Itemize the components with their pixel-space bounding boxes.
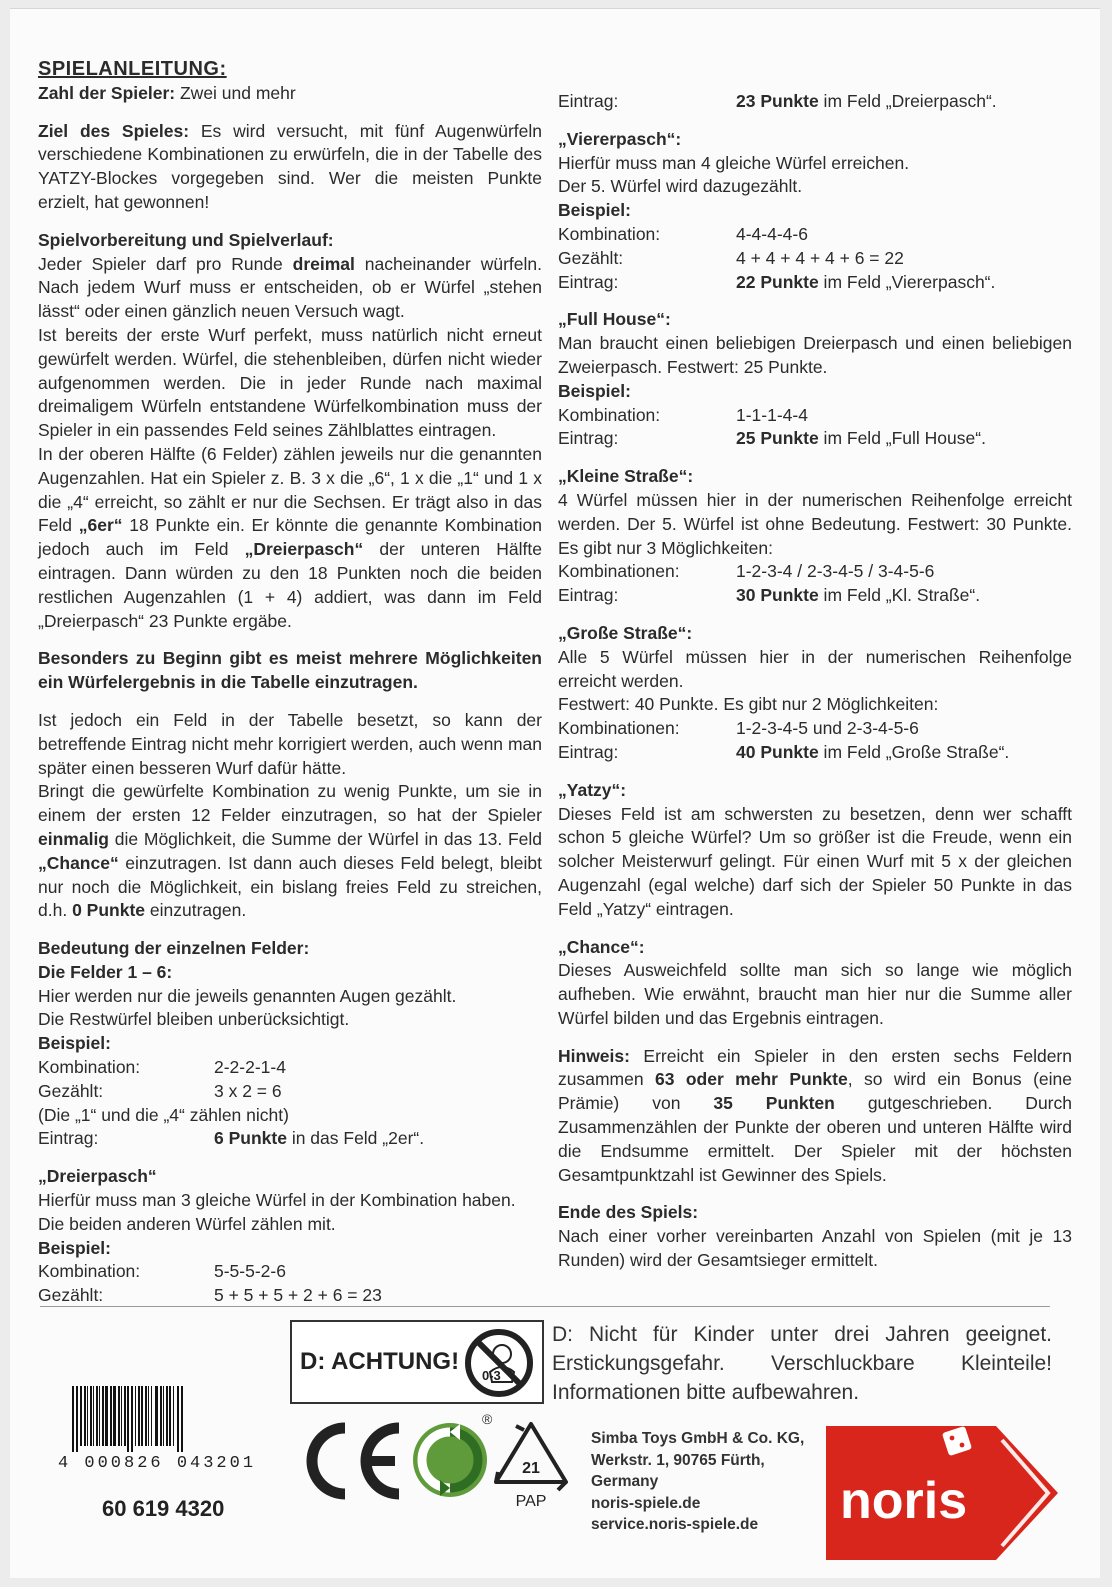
barcode-bar	[169, 1386, 171, 1446]
barcode-bar	[160, 1386, 162, 1446]
warning-line-2: Erstickungsgefahr. Verschluckbare Kleinteile!	[552, 1352, 1052, 1375]
barcode-bar	[96, 1386, 98, 1446]
barcode-bar	[181, 1386, 183, 1452]
barcode-bar	[163, 1386, 164, 1446]
warning-title: D: ACHTUNG!	[300, 1348, 460, 1375]
grosse-strasse-text-1: Alle 5 Würfel müssen hier in der numerischen Reihenfolge erreicht werden.	[558, 646, 1072, 691]
example-row: Eintrag: 6 Punkte in das Feld „2er“.	[38, 1128, 425, 1149]
players-line: Zahl der Spieler: Zwei und mehr	[38, 82, 296, 103]
right-column	[558, 90, 1072, 1273]
barcode-bar	[166, 1386, 168, 1446]
kleine-strasse-text: 4 Würfel müssen hier in der numerischen Reihenfolge erreicht werden. Der 5. Würfel ist ohne Bedeutung. Festwert: 30 Punkte. Es gibt nur 3 Möglichkeiten:	[558, 489, 1072, 558]
dreierpasch-heading: „Dreierpasch“	[38, 1166, 157, 1187]
example-label: Beispiel:	[38, 1237, 111, 1258]
viererpasch-line-2: Der 5. Würfel wird dazugezählt.	[558, 176, 803, 197]
barcode-bar	[127, 1386, 129, 1452]
svg-text:noris: noris	[840, 1472, 968, 1530]
example-row: Eintrag: 40 Punkte im Feld „Große Straße“.	[558, 741, 1010, 762]
dreierpasch-line-2: Die beiden anderen Würfel zählen mit.	[38, 1213, 336, 1234]
divider	[40, 1306, 1050, 1307]
fields-1-6-line-2: Die Restwürfel bleiben unberücksichtigt.	[38, 1009, 350, 1030]
left-column	[38, 58, 542, 1308]
barcode-bar	[121, 1386, 122, 1446]
end-text: Nach einer vorher vereinbarten Anzahl von Spielen (mit je 13 Runden) wird der Gesamtsieger ermittelt.	[558, 1226, 1072, 1271]
barcode-bar	[93, 1386, 94, 1446]
barcode-bar	[72, 1386, 74, 1452]
fields-1-6-heading: Die Felder 1 – 6:	[38, 961, 173, 982]
example-row: Kombination: 2-2-2-1-4	[38, 1057, 286, 1078]
hint-paragraph: Hinweis: Erreicht ein Spieler in den ersten sechs Feldern zusammen 63 oder mehr Punkte, so wird ein Bonus (eine Prämie) von 35 Punkten gutgeschrieben. Durch Zusammenzählen der Punkte der oberen und unteren Hälfte wird die Endsumme ermittelt. Der Spieler mit der höchsten Gesamtpunktzahl ist Gewinner des Spiels.	[558, 1045, 1072, 1185]
warning-box	[290, 1320, 544, 1404]
full-house-heading: „Full House“:	[558, 309, 671, 330]
company-line: Werkstr. 1, 90765 Fürth,	[591, 1451, 765, 1469]
grosse-strasse-heading: „Große Straße“:	[558, 622, 693, 643]
barcode-bar	[105, 1386, 108, 1446]
barcode-bar	[177, 1386, 179, 1452]
page-title: SPIELANLEITUNG:	[38, 58, 227, 80]
company-line: Simba Toys GmbH & Co. KG,	[591, 1430, 805, 1447]
company-line: Germany	[591, 1473, 659, 1490]
example-row: Eintrag: 25 Punkte im Feld „Full House“.	[558, 428, 986, 449]
goal-paragraph: Ziel des Spieles: Es wird versucht, mit fünf Augenwürfeln verschiedene Kombinationen zu erwürfeln, die in der Tabelle des YATZY-Blockes vorgegeben sind. Wer die meisten Punkte erzielt, hat gewonnen!	[38, 120, 543, 212]
barcode-digits: 4 000826 043201	[58, 1454, 257, 1473]
ce-mark-icon	[295, 1416, 405, 1506]
barcode-bar	[145, 1386, 147, 1446]
barcode-bar	[173, 1386, 174, 1446]
field-paragraph-1: Ist jedoch ein Feld in der Tabelle besetzt, so kann der betreffende Eintrag nicht mehr korrigiert werden, auch wenn man später einen besseren Wurf dafür hätte.	[38, 709, 542, 778]
example-label: Beispiel:	[558, 200, 631, 221]
green-dot-icon	[410, 1420, 490, 1500]
example-label: Beispiel:	[558, 380, 631, 401]
barcode-bar	[151, 1386, 152, 1446]
example-row: Kombinationen: 1-2-3-4 / 2-3-4-5 / 3-4-5-6	[558, 561, 935, 582]
meaning-heading: Bedeutung der einzelnen Felder:	[38, 938, 310, 959]
svg-text:PAP: PAP	[515, 1493, 547, 1510]
example-row: Kombination: 1-1-1-4-4	[558, 404, 808, 425]
warning-line-3: Informationen bitte aufbewahren.	[552, 1381, 860, 1404]
barcode-bar	[141, 1386, 143, 1446]
barcode-bar	[131, 1386, 133, 1452]
yatzy-heading: „Yatzy“:	[558, 779, 627, 800]
barcode-bar	[118, 1386, 120, 1446]
barcode-bar	[90, 1386, 92, 1446]
end-heading: Ende des Spiels:	[558, 1202, 699, 1223]
prep-heading: Spielvorbereitung und Spielverlauf:	[38, 229, 334, 250]
warning-text	[552, 1320, 1052, 1407]
grosse-strasse-text-2: Festwert: 40 Punkte. Es gibt nur 2 Möglichkeiten:	[558, 694, 939, 715]
example-note: (Die „1“ und die „4“ zählen nicht)	[38, 1104, 289, 1125]
example-row: Eintrag: 23 Punkte im Feld „Dreierpasch“.	[558, 91, 997, 111]
field-paragraph-2: Bringt die gewürfelte Kombination zu wenig Punkte, um sie in einem der ersten 12 Felder einzutragen, so hat der Spieler einmalig die Möglichkeit, die Summe der Würfel in das 13. Feld „Chance“ einzutragen. Ist dann auch dieses Feld belegt, bleibt nur noch die Möglichkeit, ein bislang freies Feld zu streichen, d.h. 0 Punkte einzutragen.	[38, 781, 542, 921]
yatzy-text: Dieses Feld ist am schwersten zu besetzen, denn wer schafft schon 5 gleiche Würfel? Um so größer ist die Freude, wenn ein solcher Meisterwurf gelingt. Für einen Wurf mit 5 x der gleichen Augenzahl (egal welche) darf sich der Spieler 50 Punkte in das Feld „Yatzy“ eintragen.	[558, 803, 1072, 919]
dreierpasch-line-1: Hierfür muss man 3 gleiche Würfel in der Kombination haben.	[38, 1190, 516, 1211]
barcode-bar	[155, 1386, 158, 1446]
company-info	[591, 1428, 804, 1536]
instruction-sheet	[10, 8, 1100, 1578]
example-row: Gezählt: 4 + 4 + 4 + 4 + 6 = 22	[558, 247, 904, 268]
prep-paragraph-2: Ist bereits der erste Wurf perfekt, muss natürlich nicht erneut gewürfelt werden. Würfel, die stehenbleiben, dürfen nicht wieder aufgenommen werden. Die in jeder Runde nach maximal dreimaligem Würfeln entstandene Würfelkombination muss der Spieler in ein passendes Feld seines Zählblattes eintragen.	[38, 324, 542, 441]
svg-text:21: 21	[522, 1460, 540, 1477]
viererpasch-line-1: Hierfür muss man 4 gleiche Würfel erreichen.	[558, 152, 910, 173]
fields-1-6-line-1: Hier werden nur die jeweils genannten Augen gezählt.	[38, 985, 457, 1006]
example-row: Kombination: 5-5-5-2-6	[38, 1261, 286, 1282]
prep-paragraph-1: Jeder Spieler darf pro Runde dreimal nacheinander würfeln. Nach jedem Wurf muss er entscheiden, ob er Würfel „stehen lässt“ oder einen gänzlich neuen Versuch wagt.	[38, 253, 542, 322]
warning-line-1: D: Nicht für Kinder unter drei Jahren geeignet.	[552, 1323, 1052, 1346]
barcode-bar	[110, 1386, 112, 1446]
chance-heading: „Chance“:	[558, 936, 645, 957]
example-row: Gezählt: 3 x 2 = 6	[38, 1080, 282, 1101]
example-row: Kombinationen: 1-2-3-4-5 und 2-3-4-5-6	[558, 718, 919, 739]
example-label: Beispiel:	[38, 1033, 111, 1054]
article-number: 60 619 4320	[102, 1496, 225, 1521]
barcode-bar	[87, 1386, 88, 1446]
age-warning-icon	[464, 1328, 534, 1398]
full-house-text: Man braucht einen beliebigen Dreierpasch und einen beliebigen Zweierpasch. Festwert: 25 Punkte.	[558, 333, 1072, 377]
barcode-bar	[84, 1386, 86, 1446]
example-row: Gezählt: 5 + 5 + 5 + 2 + 6 = 23	[38, 1285, 382, 1306]
barcode-bar	[113, 1386, 116, 1446]
barcode	[70, 1386, 276, 1452]
chance-text: Dieses Ausweichfeld sollte man sich so lange wie möglich aufheben. Wie erwähnt, braucht man hier nur die Summe aller Würfel bilden und das Ergebnis eintragen.	[558, 960, 1072, 1028]
special-note: Besonders zu Beginn gibt es meist mehrere Möglichkeiten ein Würfelergebnis in die Tabelle einzutragen.	[38, 648, 542, 693]
barcode-bar	[76, 1386, 78, 1452]
company-website: noris-spiele.de	[591, 1494, 701, 1512]
example-row: Kombination: 4-4-4-4-6	[558, 223, 808, 244]
barcode-bar	[80, 1386, 82, 1446]
prep-paragraph-3: In der oberen Hälfte (6 Felder) zählen jeweils nur die genannten Augenzahlen. Hat ein Spieler z. B. 3 x die „6“, 1 x die „1“ und 1 x die „4“ erreicht, so zählt er nur die Sechsen. Er trägt also in das Feld „6er“ 18 Punkte ein. Er könnte die genannte Kombination jedoch auch im Feld „Dreierpasch“ der unteren Hälfte eintragen. Dann würden zu den 18 Punkten noch die beiden restlichen Augenzahlen (1 + 4) addiert, was dann im Feld „Dreierpasch“ 23 Punkte ergäbe.	[38, 443, 542, 631]
barcode-bar	[99, 1386, 100, 1446]
barcode-bar	[138, 1386, 140, 1446]
noris-logo	[826, 1426, 1058, 1560]
viererpasch-heading: „Viererpasch“:	[558, 128, 682, 149]
barcode-bar	[148, 1386, 149, 1446]
registered-mark: ®	[482, 1411, 493, 1427]
kleine-strasse-heading: „Kleine Straße“:	[558, 466, 694, 487]
example-row: Eintrag: 22 Punkte im Feld „Viererpasch“.	[558, 271, 996, 292]
recycling-icon	[488, 1416, 574, 1516]
example-row: Eintrag: 30 Punkte im Feld „Kl. Straße“.	[558, 585, 981, 606]
company-service-website: service.noris-spiele.de	[591, 1516, 759, 1533]
barcode-bar	[102, 1386, 104, 1446]
svg-text:0-3: 0-3	[482, 1368, 501, 1383]
top-edge	[10, 8, 1100, 9]
barcode-bar	[124, 1386, 126, 1446]
barcode-bar	[135, 1386, 136, 1446]
